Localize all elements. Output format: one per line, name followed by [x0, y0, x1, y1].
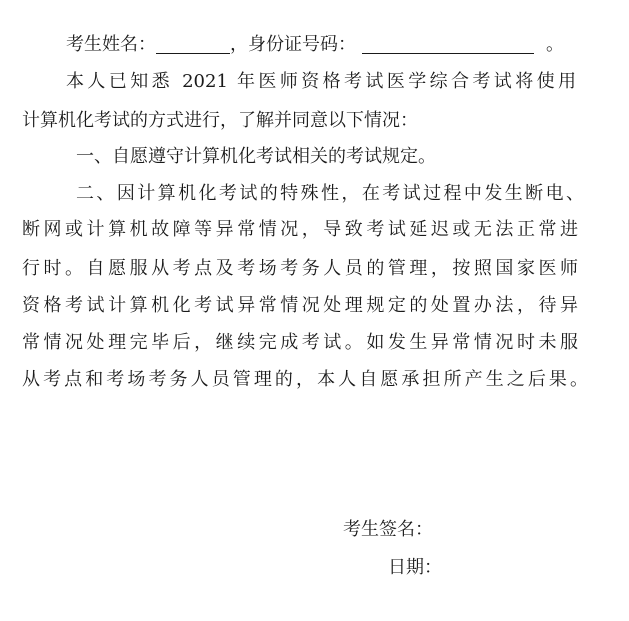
intro-line-2: 计算机化考试的方式进行，了解并同意以下情况： [22, 110, 418, 131]
name-label: 考生姓名： [66, 34, 156, 55]
item-2-line-4: 资格考试计算机化考试异常情况处理规定的处置办法，待异 [22, 295, 578, 316]
id-blank-field[interactable] [362, 33, 534, 54]
item-1: 一、自愿遵守计算机化考试相关的考试规定。 [76, 146, 436, 167]
id-label: 身份证号码： [248, 34, 356, 55]
item-2-line-5: 常情况处理完毕后，继续完成考试。如发生异常情况时未服 [22, 332, 578, 353]
name-blank-field[interactable] [156, 33, 230, 54]
item-2-line-3: 行时。自愿服从考点及考场考务人员的管理，按照国家医师 [22, 258, 578, 279]
date-label: 日期： [388, 557, 442, 578]
item-2-line-6: 从考点和考场考务人员管理的，本人自愿承担所产生之后果。 [22, 369, 588, 390]
item-2-line-1: 二、因计算机化考试的特殊性，在考试过程中发生断电、 [76, 183, 584, 204]
intro-line-1: 本人已知悉 2021 年医师资格考试医学综合考试将使用 [66, 71, 576, 92]
item-2-line-2: 断网或计算机故障等异常情况，导致考试延迟或无法正常进 [22, 219, 578, 240]
signature-label: 考生签名： [343, 519, 433, 540]
period: 。 [546, 34, 564, 55]
form-line [66, 33, 564, 57]
comma: ， [230, 34, 248, 55]
